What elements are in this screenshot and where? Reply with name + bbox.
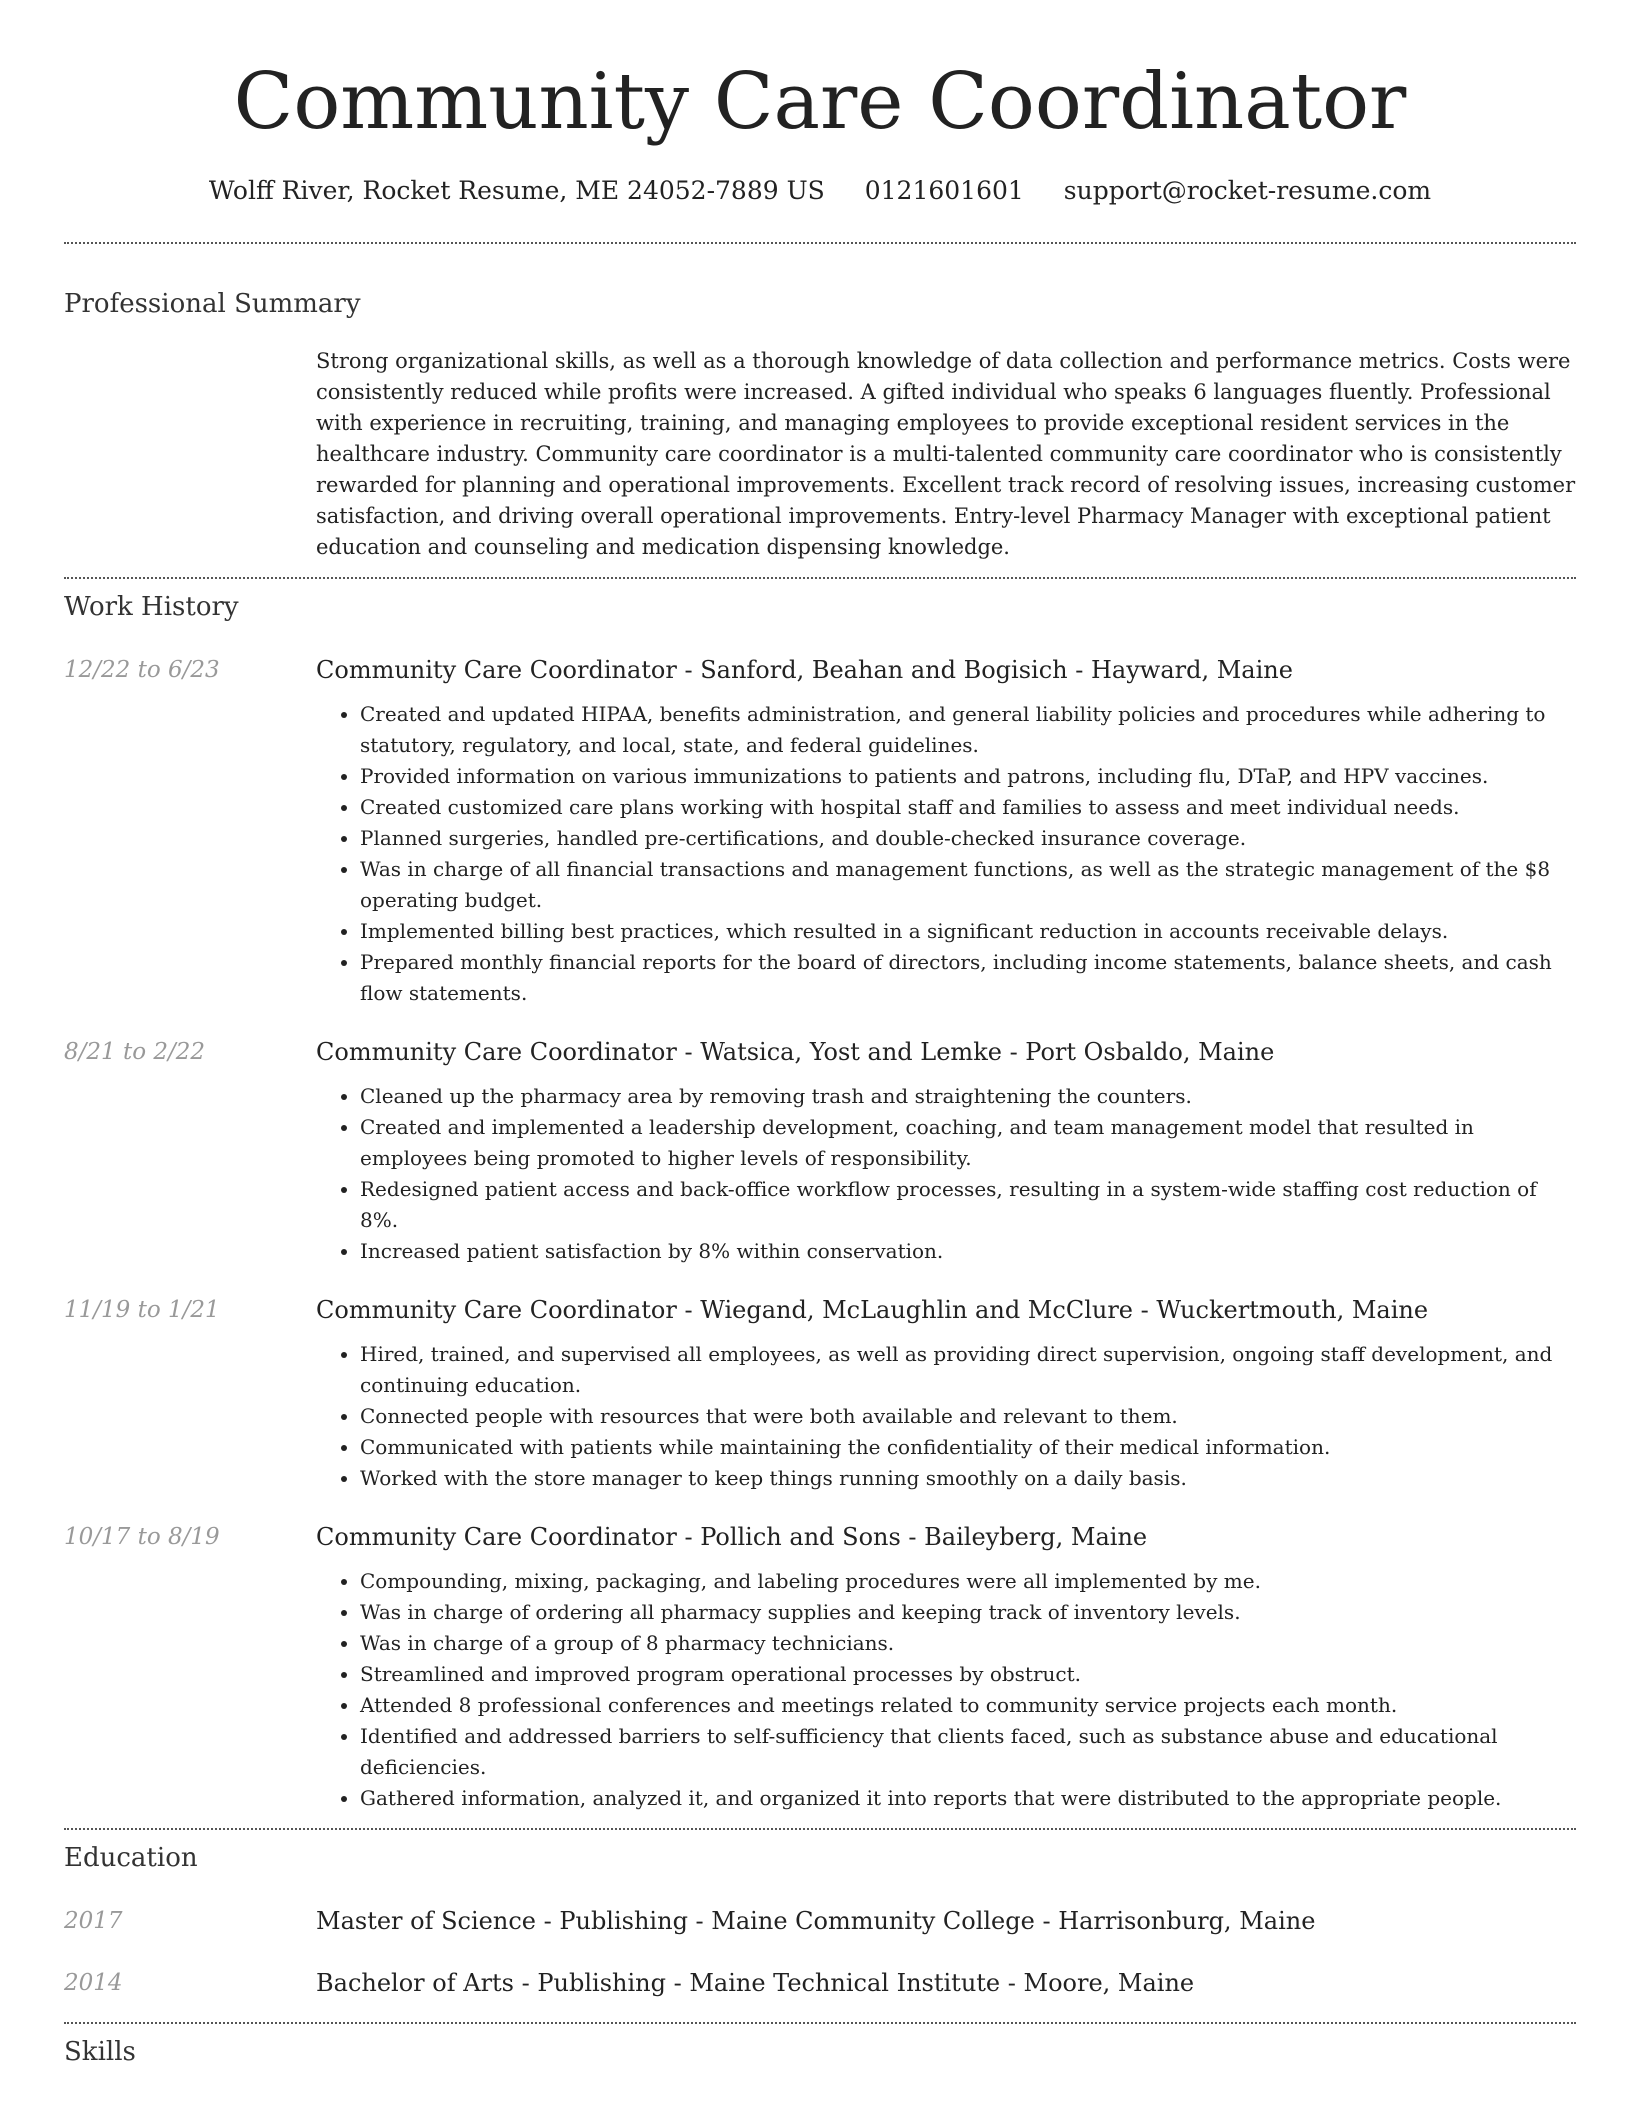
job-date: 8/21 to 2/22 <box>64 1039 206 1065</box>
job-date: 12/22 to 6/23 <box>64 657 220 683</box>
education-year: 2017 <box>64 1908 123 1934</box>
summary-text: Strong organizational skills, as well as a thorough knowledge of data collection and performance metrics. Costs were consistently reduced while profits were increased. A gifted individual who speaks 6 languages fluently. Professional with experience in recruiting, training, and managing employees to provide exceptional resident services in the healthcare industry. Community care coordinator is a multi-talented community care coordinator who is consistently rewarded for planning and operational improvements. Excellent track record of resolving issues, increasing customer satisfaction, and driving overall operational improvements. Entry-level Pharmacy Manager with exceptional patient education and counseling and medication dispensing knowledge. <box>316 349 1576 559</box>
job-bullet: • Was in charge of all financial transactions and management functions, as well as the strategic management of the $8 operating budget. <box>360 854 1576 916</box>
job-bullet: • Increased patient satisfaction by 8% within conservation. <box>360 1236 1576 1267</box>
education-degree: Master of Science - Publishing - Maine Community College - Harrisonburg, Maine <box>316 1907 1316 1935</box>
job-bullet: • Created and updated HIPAA, benefits administration, and general liability policies and procedures while adhering to statutory, regulatory, and local, state, and federal guidelines. <box>360 699 1576 761</box>
job-bullet: • Worked with the store manager to keep things running smoothly on a daily basis. <box>360 1463 1576 1494</box>
section-title-summary: Professional Summary <box>64 289 361 319</box>
job-bullet: • Connected people with resources that were both available and relevant to them. <box>360 1401 1576 1432</box>
job-bullet: • Created customized care plans working with hospital staff and families to assess and meet individual needs. <box>360 792 1576 823</box>
resume-name: Community Care Coordinator <box>233 57 1407 147</box>
education-degree: Bachelor of Arts - Publishing - Maine Technical Institute - Moore, Maine <box>316 1969 1195 1997</box>
education-year: 2014 <box>64 1970 123 1996</box>
job-bullets <box>316 1339 1576 1494</box>
job-bullet: • Was in charge of a group of 8 pharmacy technicians. <box>360 1628 1576 1659</box>
job-bullet: • Planned surgeries, handled pre-certifications, and double-checked insurance coverage. <box>360 823 1576 854</box>
job-body <box>316 653 1576 1009</box>
contact-line <box>64 174 1576 208</box>
job-entry <box>64 1520 1576 1814</box>
skills-section <box>64 2024 1576 2068</box>
section-title-work: Work History <box>64 592 239 622</box>
job-bullet: • Implemented billing best practices, which resulted in a significant reduction in accounts receivable delays. <box>360 916 1576 947</box>
job-body <box>316 1035 1576 1267</box>
job-title: Community Care Coordinator - Watsica, Yost and Lemke - Port Osbaldo, Maine <box>316 1038 1275 1066</box>
job-bullet: • Redesigned patient access and back-office workflow processes, resulting in a system-wide staffing cost reduction of 8%. <box>360 1174 1576 1236</box>
jobs-list <box>64 653 1576 1814</box>
education-entry <box>64 1966 1576 2000</box>
job-bullet: • Compounding, mixing, packaging, and labeling procedures were all implemented by me. <box>360 1566 1576 1597</box>
professional-summary-section <box>64 244 1576 577</box>
section-title-education: Education <box>64 1843 198 1873</box>
section-title-skills: Skills <box>64 2037 136 2067</box>
job-title: Community Care Coordinator - Wiegand, McLaughlin and McClure - Wuckertmouth, Maine <box>316 1296 1429 1324</box>
job-bullet: • Provided information on various immunizations to patients and patrons, including flu, DTaP, and HPV vaccines. <box>360 761 1576 792</box>
job-bullet: • Communicated with patients while maintaining the confidentiality of their medical information. <box>360 1432 1576 1463</box>
contact-address: Wolff River, Rocket Resume, ME 24052-7889 US <box>208 176 825 205</box>
education-section <box>64 1830 1576 2008</box>
job-title: Community Care Coordinator - Pollich and Sons - Baileyberg, Maine <box>316 1523 1148 1551</box>
job-date: 10/17 to 8/19 <box>64 1524 220 1550</box>
contact-phone: 0121601601 <box>864 176 1024 205</box>
job-entry <box>64 653 1576 1009</box>
education-entry <box>64 1904 1576 1938</box>
contact-email[interactable]: support@rocket-resume.com <box>1063 176 1432 205</box>
job-bullet: • Prepared monthly financial reports for the board of directors, including income statements, balance sheets, and cash flow statements. <box>360 947 1576 1009</box>
job-date: 11/19 to 1/21 <box>64 1297 220 1323</box>
job-title: Community Care Coordinator - Sanford, Beahan and Bogisich - Hayward, Maine <box>316 656 1293 684</box>
work-history-section <box>64 579 1576 1814</box>
job-entry <box>64 1293 1576 1494</box>
job-body <box>316 1293 1576 1494</box>
job-bullet: • Attended 8 professional conferences and meetings related to community service projects each month. <box>360 1690 1576 1721</box>
job-bullet: • Created and implemented a leadership development, coaching, and team management model that resulted in employees being promoted to higher levels of responsibility. <box>360 1112 1576 1174</box>
job-body <box>316 1520 1576 1814</box>
job-bullet: • Hired, trained, and supervised all employees, as well as providing direct supervision, ongoing staff development, and continuing education. <box>360 1339 1576 1401</box>
job-bullet: • Cleaned up the pharmacy area by removing trash and straightening the counters. <box>360 1081 1576 1112</box>
job-bullet: • Identified and addressed barriers to self-sufficiency that clients faced, such as substance abuse and educational deficiencies. <box>360 1721 1576 1783</box>
job-bullets <box>316 1081 1576 1267</box>
job-bullet: • Gathered information, analyzed it, and organized it into reports that were distributed to the appropriate people. <box>360 1783 1576 1814</box>
job-bullet: • Streamlined and improved program operational processes by obstruct. <box>360 1659 1576 1690</box>
job-bullets <box>316 699 1576 1009</box>
job-bullet: • Was in charge of ordering all pharmacy supplies and keeping track of inventory levels. <box>360 1597 1576 1628</box>
resume-page <box>64 0 1576 2068</box>
job-bullets <box>316 1566 1576 1814</box>
job-entry <box>64 1035 1576 1267</box>
